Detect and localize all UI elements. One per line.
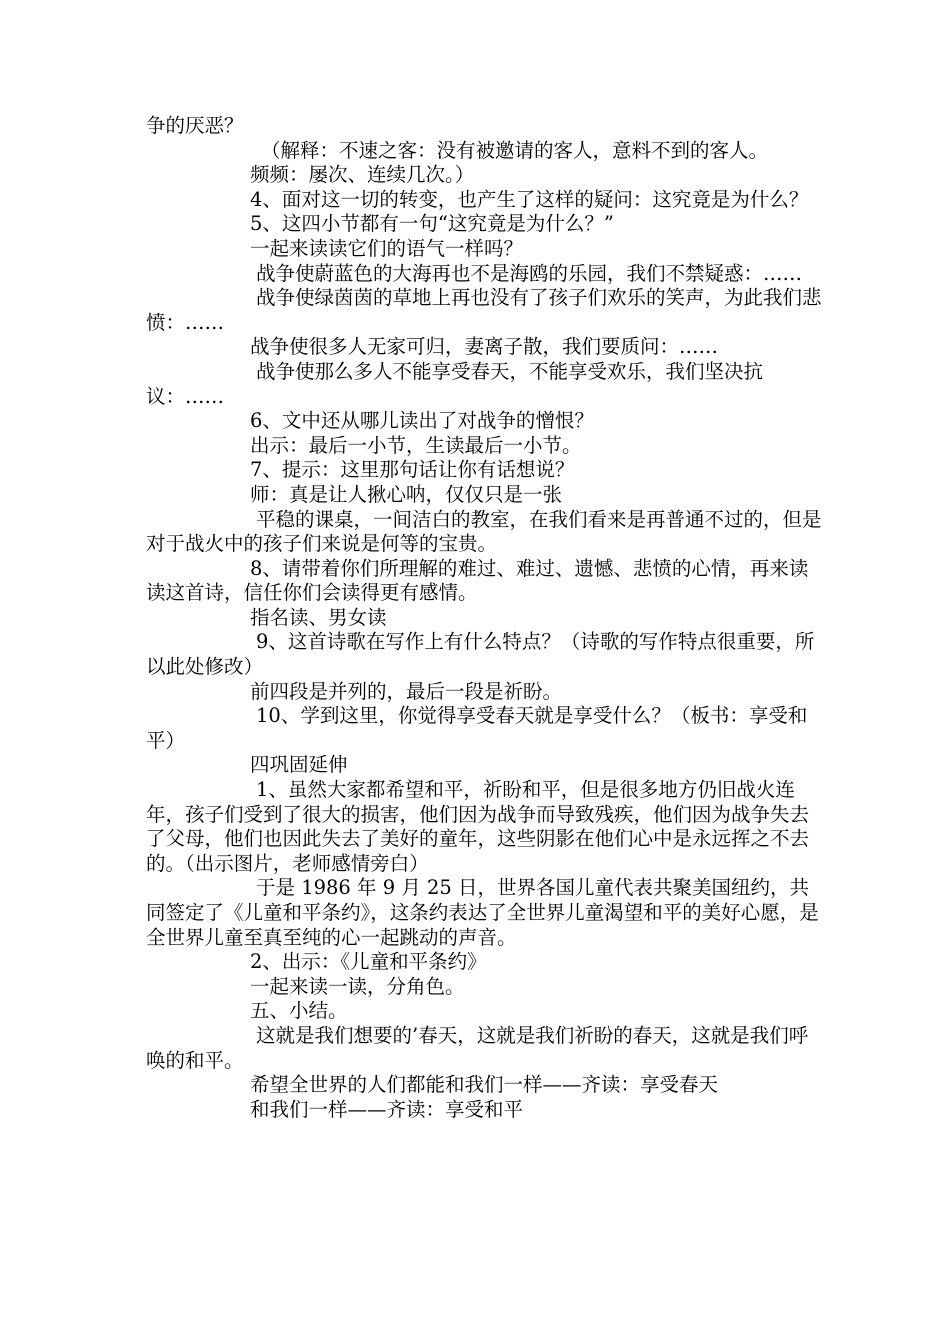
- paragraph: 5、这四小节都有一句“这究竟是为什么？”: [250, 212, 614, 236]
- paragraph: 频频：屡次、连续几次。）: [250, 163, 475, 187]
- section-heading: 四巩固延伸: [250, 753, 348, 777]
- paragraph: 2、出示：《儿童和平条约》: [250, 950, 487, 974]
- paragraph: 出示：最后一小节，生读最后一小节。: [250, 433, 582, 457]
- paragraph: 师：真是让人揪心呐，仅仅只是一张: [250, 482, 563, 506]
- paragraph: 前四段是并列的，最后一段是祈盼。: [250, 679, 563, 703]
- document-body: [146, 114, 822, 1122]
- paragraph: 9、这首诗歌在写作上有什么特点？（诗歌的写作特点很重要，所以此处修改）: [146, 630, 815, 679]
- paragraph: 战争使那么多人不能享受春天，不能享受欢乐，我们坚决抗议：……: [146, 359, 764, 408]
- paragraph: 战争使蔚蓝色的大海再也不是海鸥的乐园，我们不禁疑惑：……: [256, 261, 803, 285]
- paragraph: 争的厌恶？: [146, 114, 244, 137]
- paragraph: 一起来读读它们的语气一样吗？: [250, 236, 524, 260]
- paragraph: （解释：不速之客：没有被邀请的客人，意料不到的客人。: [261, 138, 769, 162]
- paragraph: 战争使很多人无家可归，妻离子散，我们要质问：……: [250, 335, 719, 359]
- paragraph: 1、虽然大家都希望和平，祈盼和平，但是很多地方仍旧战火连年，孩子们受到了很大的损害，他们因为战争而导致残疾，他们因为战争失去了父母，他们也因此失去了美好的童年，这些阴影在他们心中是永远挥之不去的。（出示图片，老师感情旁白）: [146, 778, 810, 875]
- paragraph: 4、面对这一切的转变，也产生了这样的疑问：这究竟是为什么？: [250, 187, 809, 211]
- paragraph: 希望全世界的人们都能和我们一样——齐读：享受春天: [250, 1073, 719, 1097]
- paragraph: 6、文中还从哪儿读出了对战争的憎恨？: [250, 409, 594, 433]
- paragraph: 10、学到这里，你觉得享受春天就是享受什么？（板书：享受和平）: [146, 704, 808, 752]
- paragraph: 8、请带着你们所理解的难过、难过、遗憾、悲愤的心情，再来读读这首诗，信任你们会读得更有感情。: [146, 556, 809, 605]
- paragraph: 于是 1986 年 9 月 25 日，世界各国儿童代表共聚美国纽约，共同签定了《儿童和平条约》，这条约表达了全世界儿童渴望和平的美好心愿，是全世界儿童至真至纯的心一起跳动的声音。: [146, 876, 819, 949]
- paragraph: 平稳的课桌，一间洁白的教室，在我们看来是再普通不过的，但是对于战火中的孩子们来说是何等的宝贵。: [146, 507, 822, 556]
- paragraph: 战争使绿茵茵的草地上再也没有了孩子们欢乐的笑声，为此我们悲愤：……: [146, 286, 822, 334]
- section-heading: 五、小结。: [250, 999, 348, 1023]
- paragraph: 7、提示：这里那句话让你有话想说？: [250, 458, 575, 482]
- paragraph: 和我们一样——齐读：享受和平: [250, 1097, 524, 1121]
- paragraph: 一起来读一读，分角色。: [250, 974, 465, 998]
- paragraph: 这就是我们想要的’春天，这就是我们祈盼的春天，这就是我们呼唤的和平。: [146, 1023, 809, 1072]
- paragraph: 指名读、男女读: [250, 605, 387, 629]
